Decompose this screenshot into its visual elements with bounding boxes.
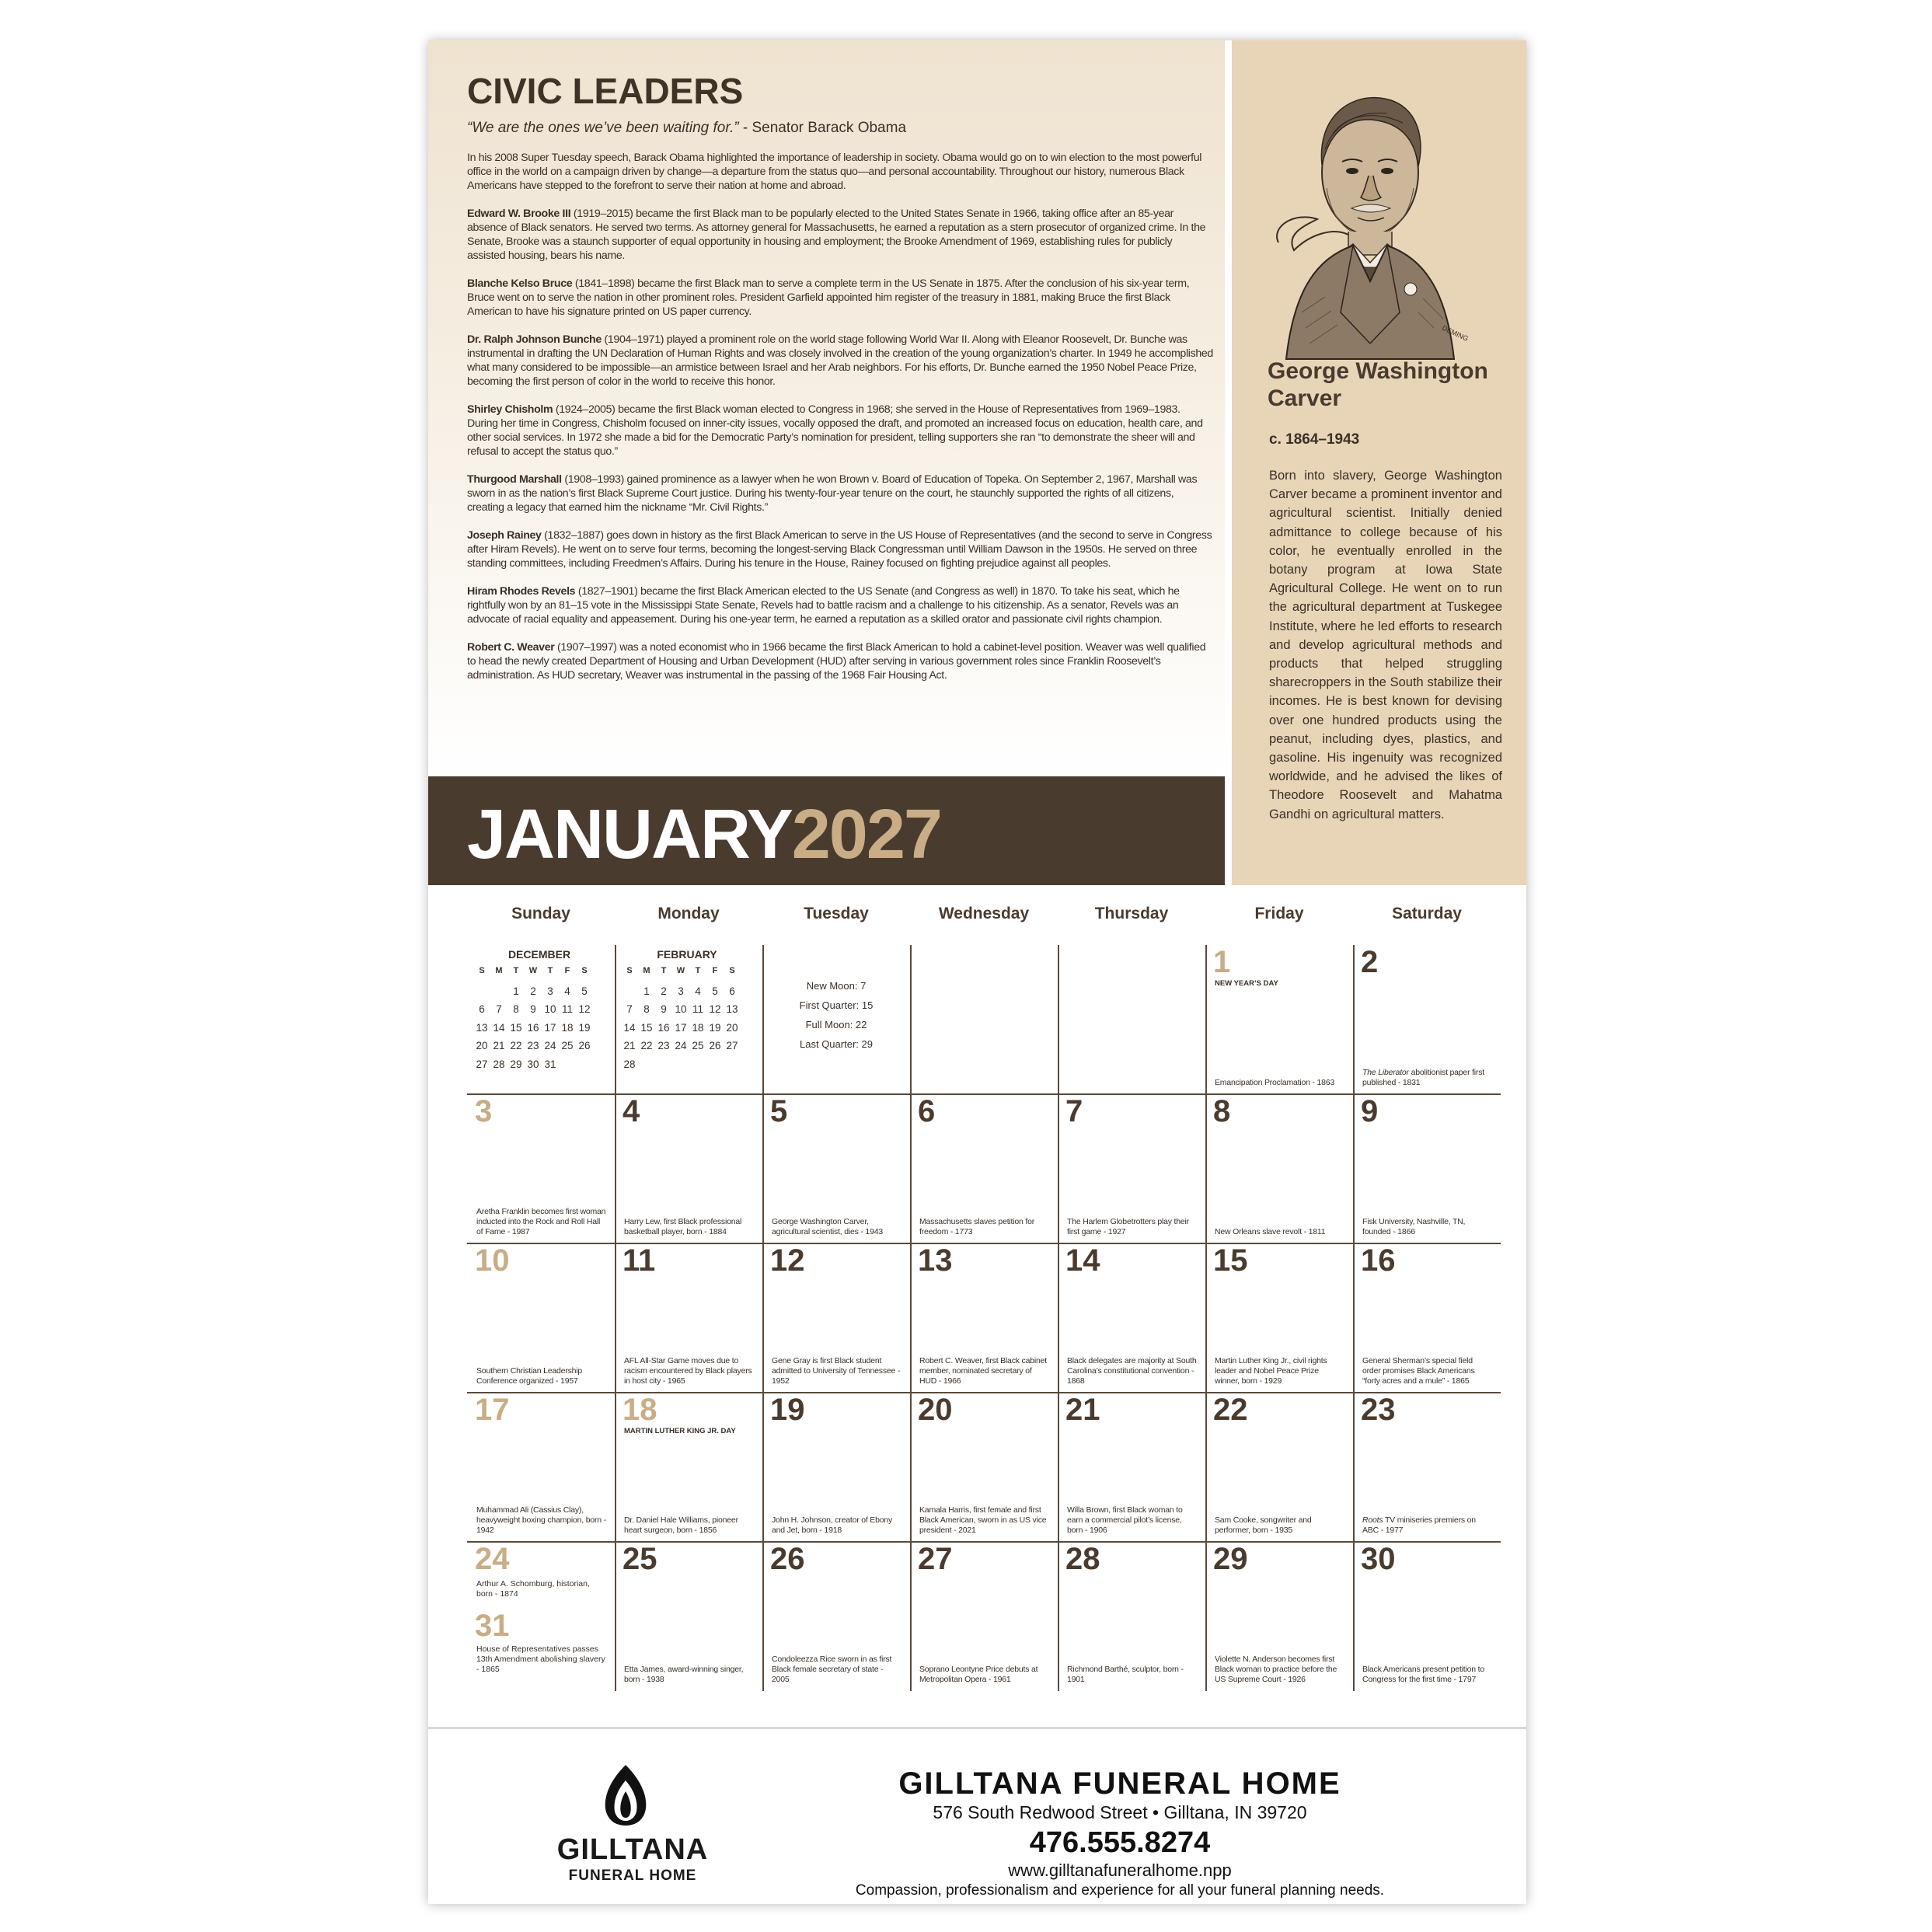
mini-date: 15 (510, 1021, 522, 1034)
day-cell (910, 1243, 1058, 1393)
mini-date: 3 (678, 985, 684, 997)
mini-date: 17 (675, 1021, 687, 1034)
mini-date: 11 (692, 1003, 703, 1016)
day-cell (762, 1243, 910, 1393)
quote-text: “We are the ones we’ve been waiting for.” (467, 120, 739, 136)
moon-phase: Full Moon: 22 (805, 1019, 867, 1031)
day-cell (762, 1393, 910, 1542)
history-note-text: General Sherman’s special field order promises Black Americans “forty acres and a mule” - 1865 (1362, 1356, 1475, 1386)
history-note (1362, 1356, 1493, 1386)
weekday-label: Wednesday (938, 905, 1030, 922)
mini-calendar-week (473, 1019, 605, 1037)
history-note-text: New Orleans slave revolt - 1811 (1215, 1227, 1326, 1236)
mini-date: 25 (561, 1040, 574, 1052)
mini-weekday: W (528, 965, 538, 975)
article-entry (467, 333, 1213, 389)
day-cell (910, 1542, 1058, 1691)
day-number: 16 (1361, 1243, 1396, 1278)
mini-date: 12 (578, 1003, 591, 1016)
history-note-text: Harry Lew, first Black professional basketball player, born - 1884 (624, 1217, 742, 1236)
day-cell (762, 1094, 910, 1243)
mini-weekday: S (626, 965, 633, 975)
mini-weekday: T (661, 965, 667, 975)
day-cell (615, 1393, 762, 1542)
moon-phase: New Moon: 7 (806, 980, 867, 992)
mini-weekday: F (564, 965, 570, 975)
history-note (919, 1217, 1050, 1237)
history-note (476, 1366, 607, 1386)
moon-phase: First Quarter: 15 (799, 999, 874, 1011)
weekday-label: Sunday (511, 905, 570, 922)
mini-date: 20 (726, 1021, 738, 1034)
business-name: GILLTANA FUNERAL HOME (898, 1766, 1341, 1801)
mini-date: 8 (513, 1003, 519, 1016)
day-cell (1205, 945, 1353, 1094)
day-number: 28 (1065, 1542, 1100, 1576)
history-note-text: Richmond Barthé, sculptor, born - 1901 (1067, 1665, 1184, 1684)
day-number: 6 (918, 1094, 936, 1128)
article-quote (467, 120, 1213, 137)
day-cell (467, 1542, 615, 1691)
history-note-text: Southern Christian Leadership Conference organized - 1957 (476, 1366, 583, 1386)
day-cell (467, 945, 615, 1094)
mini-calendar-week (473, 1055, 605, 1074)
day-cell (1353, 1393, 1501, 1542)
mini-calendar-week (473, 1037, 605, 1055)
artist-signature: DEMING (1441, 323, 1470, 344)
mini-date: 30 (527, 1058, 539, 1070)
mini-calendar-week (621, 1000, 753, 1019)
mini-date: 24 (675, 1040, 687, 1052)
mini-date: 19 (709, 1021, 721, 1034)
weekday-label: Saturday (1392, 905, 1462, 922)
mini-date: 5 (712, 985, 718, 997)
mini-calendar-header (473, 964, 605, 982)
mini-date: 27 (726, 1040, 738, 1052)
entry-text: (1832–1887) goes down in history as the first Black American to serve in the US House of Representatives (and the second to serve in Congress after Hiram Revels). He went on to serve four terms, becoming the longest-serving Black Congressman until William Dawson in the 1950s. He served on three standing committees, including Freedmen’s Affairs. During his tenure in the House, Rainey focused on fighting prejudice against all peoples. (467, 529, 1212, 570)
mini-calendar-title: FEBRUARY (657, 948, 717, 961)
mini-date: 8 (643, 1003, 650, 1016)
article-title: CIVIC LEADERS (467, 71, 744, 111)
featured-person-name: George Washington Carver (1268, 358, 1488, 411)
calendar-page (428, 40, 1526, 1904)
history-note-text: Condoleezza Rice sworn in as first Black female secretary of state - 2005 (772, 1655, 892, 1684)
mini-date: 7 (626, 1003, 633, 1016)
history-note (624, 1217, 755, 1237)
entry-text: (1907–1997) was a noted economist who in 1966 became the first Black American to hold a cabinet-level position. Weaver was well qualified to head the newly created Department of Housing and Urban Development (HUD) after serving in various government roles since Franklin Roosevelt’s administration. As HUD secretary, Weaver was instrumental in the passing of the 1968 Fair Housing Act. (467, 641, 1206, 682)
day-cell (1058, 1094, 1205, 1243)
history-note (919, 1356, 1050, 1386)
history-note (1215, 1356, 1345, 1386)
entry-text: (1924–2005) became the first Black woman elected to Congress in 1968; she served in the House of Representatives from 1969–1983. During her time in Congress, Chisholm focused on inner-city issues, vocally opposed the draft, and promoted an increased focus on education, health care, and other social services. In 1972 she made a bid for the Democratic Party’s nomination for president, telling supporters she ran “to demonstrate the sheer will and refusal to accept the status quo.” (467, 403, 1203, 458)
mini-date: 3 (547, 985, 553, 997)
history-note-text: John H. Johnson, creator of Ebony and Jet, born - 1918 (772, 1515, 893, 1535)
mini-weekday: T (695, 965, 701, 975)
history-note-text: Aretha Franklin becomes first woman inducted into the Rock and Roll Hall of Fame - 1987 (476, 1207, 606, 1236)
day-number: 31 (475, 1609, 510, 1643)
weekday-label: Thursday (1094, 905, 1169, 922)
history-note (772, 1356, 902, 1386)
mini-date: 25 (692, 1040, 704, 1052)
history-note-text: Emancipation Proclamation - 1863 (1215, 1078, 1335, 1087)
mini-date: 10 (675, 1003, 687, 1016)
day-cell (1058, 1542, 1205, 1691)
day-number: 1 (1213, 945, 1231, 979)
mini-date: 14 (623, 1021, 636, 1034)
mini-weekday: F (712, 965, 718, 975)
day-cell (615, 1094, 762, 1243)
history-note-text: George Washington Carver, agricultural scientist, dies - 1943 (772, 1217, 883, 1236)
day-number: 29 (1213, 1542, 1248, 1576)
history-note (1215, 1078, 1345, 1088)
featured-person-bio: Born into slavery, George Washington Carver became a prominent inventor and agricultural scientist. Initially denied admittance to college because of his color, he eventually enrolled in the botany program at Iowa State Agricultural College. He went on to run the agricultural department at Tuskegee Institute, where he led efforts to research and develop agricultural methods and products that helped struggling sharecroppers in the South stabilize their incomes. He is best known for devising over one hundred products using the peanut, including dyes, plastics, and gasoline. His ingenuity was recognized worldwide, and he advised the likes of Theodore Roosevelt and Mahatma Gandhi on agricultural matters. (1269, 469, 1502, 821)
day-number: 17 (475, 1393, 510, 1427)
mini-date: 1 (513, 985, 519, 997)
history-note-text: Muhammad Ali (Cassius Clay), heavyweight boxing champion, born - 1942 (476, 1505, 606, 1535)
day-number: 26 (770, 1542, 805, 1576)
holiday-label: MARTIN LUTHER KING JR. DAY (624, 1427, 736, 1435)
day-number: 4 (622, 1094, 640, 1128)
day-number: 13 (918, 1243, 953, 1278)
mini-date: 17 (544, 1021, 556, 1034)
mini-date: 28 (493, 1058, 505, 1070)
mini-weekday: S (581, 965, 588, 975)
entry-name: Dr. Ralph Johnson Bunche (467, 333, 602, 346)
day-cell (1205, 1393, 1353, 1542)
mini-date: 11 (561, 1003, 573, 1016)
mini-date: 1 (643, 985, 650, 997)
mini-calendar-week (473, 982, 605, 1001)
mini-calendar-header (621, 964, 753, 982)
weekday-label: Monday (657, 905, 720, 922)
history-note (1215, 1515, 1345, 1536)
portrait-illustration (1271, 79, 1470, 359)
sponsor-footer (428, 1727, 1526, 1904)
history-note-text: Willa Brown, first Black woman to earn a commercial pilot’s license, born - 1906 (1067, 1505, 1183, 1535)
day-cell (615, 1243, 762, 1393)
day-cell (910, 1393, 1058, 1542)
mini-weekday: M (643, 965, 650, 975)
history-note-text: Soprano Leontyne Price debuts at Metropolitan Opera - 1961 (919, 1665, 1038, 1684)
history-note (476, 1505, 607, 1536)
mini-calendar-week (473, 1000, 605, 1019)
day-number: 9 (1361, 1094, 1379, 1128)
mini-weekday: W (676, 965, 685, 975)
quote-attribution: - Senator Barack Obama (738, 120, 907, 136)
day-cell (615, 1542, 762, 1691)
mini-date: 23 (657, 1040, 670, 1052)
day-cell (615, 945, 762, 1094)
article-entry (467, 528, 1213, 570)
mini-date: 21 (623, 1040, 636, 1052)
mini-date: 21 (493, 1040, 505, 1052)
mini-date: 28 (623, 1058, 636, 1070)
history-note-text: Fisk University, Nashville, TN, founded - 1866 (1362, 1217, 1466, 1236)
history-note (476, 1207, 607, 1237)
logo-wordmark: GILLTANA (556, 1833, 709, 1866)
entry-text: (1841–1898) became the first Black man to serve a complete term in the US Senate in 1875. After the conclusion of his six-year term, Bruce went on to serve the nation in other prominent roles. President Garfield appointed him register of the treasury in 1881, making Bruce the first Black American to have his signature printed on US paper currency. (467, 277, 1190, 318)
mini-calendar-week (621, 1037, 753, 1055)
article-entry (467, 640, 1213, 682)
day-cell (1205, 1243, 1353, 1393)
day-cell (1353, 1542, 1501, 1691)
history-note (1067, 1505, 1198, 1536)
article-entry (467, 277, 1213, 319)
mini-date: 26 (578, 1040, 591, 1052)
day-number: 11 (622, 1243, 656, 1278)
mini-date: 20 (476, 1040, 488, 1052)
history-note (1067, 1356, 1198, 1386)
day-number: 19 (770, 1393, 805, 1427)
history-note (1362, 1068, 1493, 1088)
history-note (1067, 1665, 1198, 1685)
day-cell (1353, 945, 1501, 1094)
history-note-text: Sam Cooke, songwriter and performer, born - 1935 (1215, 1515, 1312, 1535)
day-cell (1058, 945, 1205, 1094)
history-note (772, 1217, 902, 1237)
day-number: 25 (622, 1542, 657, 1576)
mini-date: 2 (661, 985, 667, 997)
mini-calendar-week (621, 1019, 753, 1037)
entry-name: Shirley Chisholm (467, 403, 553, 416)
article-intro: In his 2008 Super Tuesday speech, Barack Obama highlighted the importance of leadership in society. Obama would go on to win election to the most powerful office in the world on a campaign driven by change—a departure from the status quo—and personal accountability. Throughout our history, numerous Black Americans have stepped to the forefront to serve their nation at home and abroad. (467, 152, 1202, 192)
mini-date: 24 (544, 1040, 556, 1052)
mini-calendar-week (621, 1055, 753, 1074)
history-note (1362, 1515, 1493, 1536)
mini-date: 9 (661, 1003, 667, 1016)
history-note (1362, 1217, 1493, 1237)
history-note (772, 1655, 902, 1685)
mini-date: 4 (695, 985, 701, 997)
day-cell (1058, 1243, 1205, 1393)
entry-text: (1908–1993) gained prominence as a lawyer when he won Brown v. Board of Education of Topeka. On September 2, 1967, Marshall was sworn in as the nation’s first Black Supreme Court justice. During his twenty-four-year tenure on the court, he staunchly supported the rights of all citizens, creating a legacy that earned him the nickname “Mr. Civil Rights.” (467, 473, 1198, 514)
day-number: 14 (1065, 1243, 1100, 1278)
featured-person-dates: c. 1864–1943 (1269, 431, 1360, 448)
history-note (624, 1356, 755, 1386)
history-note (919, 1665, 1050, 1685)
history-note-text: Dr. Daniel Hale Williams, pioneer heart surgeon, born - 1856 (624, 1515, 738, 1535)
day-cell (910, 945, 1058, 1094)
history-note-text: Massachusetts slaves petition for freedom - 1773 (919, 1217, 1035, 1236)
moon-phase: Last Quarter: 29 (800, 1038, 873, 1050)
mini-weekday: M (495, 965, 503, 975)
article-panel (428, 40, 1225, 776)
day-number: 18 (622, 1393, 657, 1427)
mini-calendar (621, 948, 753, 1073)
mini-date: 27 (476, 1058, 488, 1070)
mini-calendar-week (621, 982, 753, 1001)
mini-date: 26 (709, 1040, 721, 1052)
day-cell (1353, 1094, 1501, 1243)
history-note (919, 1505, 1050, 1536)
day-number: 27 (918, 1542, 953, 1576)
day-number: 5 (770, 1094, 788, 1128)
history-note-text: Martin Luther King Jr., civil rights leader and Nobel Peace Prize winner, born - 1929 (1215, 1356, 1327, 1386)
mini-calendar (473, 948, 605, 1073)
day-number: 7 (1065, 1094, 1083, 1128)
entry-name: Thurgood Marshall (467, 473, 562, 486)
mini-date: 19 (578, 1021, 591, 1034)
article-entry (467, 403, 1213, 459)
month-year: 2027 (791, 796, 941, 874)
mini-date: 22 (640, 1040, 653, 1052)
mini-date: 13 (726, 1003, 738, 1016)
entry-name: Blanche Kelso Bruce (467, 277, 573, 290)
article (467, 73, 1213, 682)
mini-date: 4 (564, 985, 570, 997)
entry-name: Edward W. Brooke III (467, 207, 571, 220)
business-phone: 476.555.8274 (1029, 1826, 1211, 1859)
history-note-text: AFL All-Star Game moves due to racism encountered by Black players in host city - 1965 (624, 1356, 752, 1386)
mini-date: 29 (510, 1058, 522, 1070)
history-note-title: The Liberator (1362, 1068, 1409, 1077)
entry-name: Joseph Rainey (467, 529, 542, 542)
weekday-header (467, 905, 1501, 936)
mini-date: 6 (729, 985, 735, 997)
day-number: 3 (475, 1094, 493, 1128)
day-number: 23 (1361, 1393, 1396, 1427)
history-note (1215, 1227, 1345, 1237)
day-number: 22 (1213, 1393, 1248, 1427)
weekday-label: Tuesday (804, 905, 869, 922)
day-cell (467, 1094, 615, 1243)
business-website: www.gilltanafuneralhome.npp (1008, 1861, 1232, 1880)
history-note (1362, 1665, 1493, 1685)
day-cell (1058, 1393, 1205, 1542)
history-note (1067, 1217, 1198, 1237)
mini-date: 10 (544, 1003, 556, 1016)
moon-phases (762, 976, 910, 1054)
day-number: 20 (918, 1393, 953, 1427)
featured-person-sidebar (1232, 40, 1526, 885)
entry-name: Hiram Rhodes Revels (467, 585, 576, 598)
history-note-text: TV miniseries premiers on ABC - 1977 (1362, 1515, 1476, 1535)
mini-weekday: S (729, 965, 735, 975)
mini-date: 23 (527, 1040, 539, 1052)
history-note: Arthur A. Schomburg, historian, born - 1874 (476, 1579, 590, 1599)
day-cell (762, 1542, 910, 1691)
history-note-text: Kamala Harris, first female and first Black American, sworn in as US vice president - 2021 (919, 1505, 1047, 1535)
month-name: JANUARY (467, 796, 792, 874)
history-note: House of Representatives passes 13th Amendment abolishing slavery - 1865 (476, 1644, 605, 1674)
history-note-text: Black delegates are majority at South Carolina’s constitutional convention - 1868 (1067, 1356, 1197, 1386)
business-tagline: Compassion, professionalism and experience for all your funeral planning needs. (855, 1882, 1385, 1899)
day-cell (910, 1094, 1058, 1243)
day-number: 12 (770, 1243, 805, 1278)
mini-calendar-title: DECEMBER (507, 948, 571, 961)
history-note-text: The Harlem Globetrotters play their first game - 1927 (1067, 1217, 1189, 1236)
mini-weekday: S (479, 965, 485, 975)
mini-date: 16 (527, 1021, 539, 1034)
day-number: 8 (1213, 1094, 1231, 1128)
mini-date: 12 (709, 1003, 721, 1016)
day-number: 21 (1065, 1393, 1100, 1427)
day-cell (762, 945, 910, 1094)
month-title (467, 796, 941, 874)
article-entries (467, 207, 1213, 682)
history-note (624, 1665, 755, 1685)
day-number: 30 (1361, 1542, 1396, 1576)
history-note-text: Etta James, award-winning singer, born - 1938 (624, 1665, 744, 1684)
day-number: 15 (1213, 1243, 1248, 1278)
business-info (770, 1729, 1470, 1899)
history-note-text: Violette N. Anderson becomes first Black woman to practice before the US Supreme Court - 1926 (1215, 1655, 1337, 1684)
entry-name: Robert C. Weaver (467, 641, 555, 654)
day-cell (1205, 1094, 1353, 1243)
day-number: 10 (475, 1243, 510, 1278)
business-address: 576 South Redwood Street • Gilltana, IN 39720 (933, 1802, 1307, 1822)
history-note (1215, 1655, 1345, 1685)
day-cell (1353, 1243, 1501, 1393)
mini-date: 9 (530, 1003, 536, 1016)
day-cell (467, 1393, 615, 1542)
history-note-title: Roots (1362, 1515, 1383, 1525)
day-number: 24 (475, 1542, 510, 1576)
mini-date: 13 (476, 1021, 488, 1034)
history-note-text: Black Americans present petition to Congress for the first time - 1797 (1362, 1665, 1485, 1684)
flame-logo-icon (601, 1763, 650, 1827)
mini-weekday: T (547, 965, 553, 975)
mini-date: 2 (530, 985, 536, 997)
mini-date: 6 (479, 1003, 485, 1016)
article-entry (467, 584, 1213, 626)
mini-date: 22 (510, 1040, 522, 1052)
logo-subtitle: FUNERAL HOME (568, 1867, 697, 1884)
entry-text: (1919–2015) became the first Black man to be popularly elected to the United States Senate in 1966, taking office after an 85-year absence of Black senators. He served two terms. As attorney general for Massachusetts, he earned a reputation as a stern prosecutor of organized crime. In the Senate, Brooke was a staunch supporter of equal opportunity in housing and employment; the Brooke Amendment of 1969, establishing rules for publicly assisted housing, bears his name. (467, 207, 1206, 262)
mini-date: 18 (561, 1021, 574, 1034)
history-note-text: Gene Gray is first Black student admitted to University of Tennessee - 1952 (772, 1356, 901, 1386)
entry-text: (1904–1971) played a prominent role on the world stage following World War II. Along with Eleanor Roosevelt, Dr. Bunche was instrumental in drafting the UN Declaration of Human Rights and was closely involved in the creation of the young organization’s charter. In 1949 he accomplished what many considered to be impossible—an armistice between Israel and her Arab neighbors. For his efforts, Dr. Bunche earned the 1950 Nobel Peace Prize, becoming the first person of color in the world to receive this honor. (467, 333, 1213, 388)
mini-date: 31 (544, 1058, 556, 1070)
history-note (772, 1515, 902, 1536)
history-note-text: abolitionist paper first published - 1831 (1362, 1068, 1484, 1087)
article-entry (467, 207, 1213, 263)
mini-date: 18 (692, 1021, 704, 1034)
mini-weekday: T (513, 965, 519, 975)
holiday-label: NEW YEAR’S DAY (1215, 979, 1278, 988)
day-cell (1205, 1542, 1353, 1691)
month-banner (428, 776, 1225, 885)
mini-date: 15 (640, 1021, 653, 1034)
mini-date: 16 (657, 1021, 670, 1034)
day-cell (467, 1243, 615, 1393)
history-note (624, 1515, 755, 1536)
weekday-label: Friday (1254, 905, 1304, 922)
day-number: 2 (1361, 945, 1379, 979)
mini-date: 7 (496, 1003, 502, 1016)
history-note-text: Robert C. Weaver, first Black cabinet member, nominated secretary of HUD - 1966 (919, 1356, 1047, 1386)
entry-text: (1827–1901) became the first Black American elected to the US Senate (and Congress as well) in 1870. To take his seat, which he rightfully won by an 81–15 vote in the Mississippi State Senate, Revels had to battle racism and a challenge to his citizenship. As a senator, Revels was an advocate of racial equality and appeasement. During his one-year term, he earned a reputation as a skilled orator and passionate civil rights champion. (467, 585, 1180, 626)
mini-date: 14 (493, 1021, 505, 1034)
article-entry (467, 473, 1213, 514)
mini-date: 5 (581, 985, 588, 997)
